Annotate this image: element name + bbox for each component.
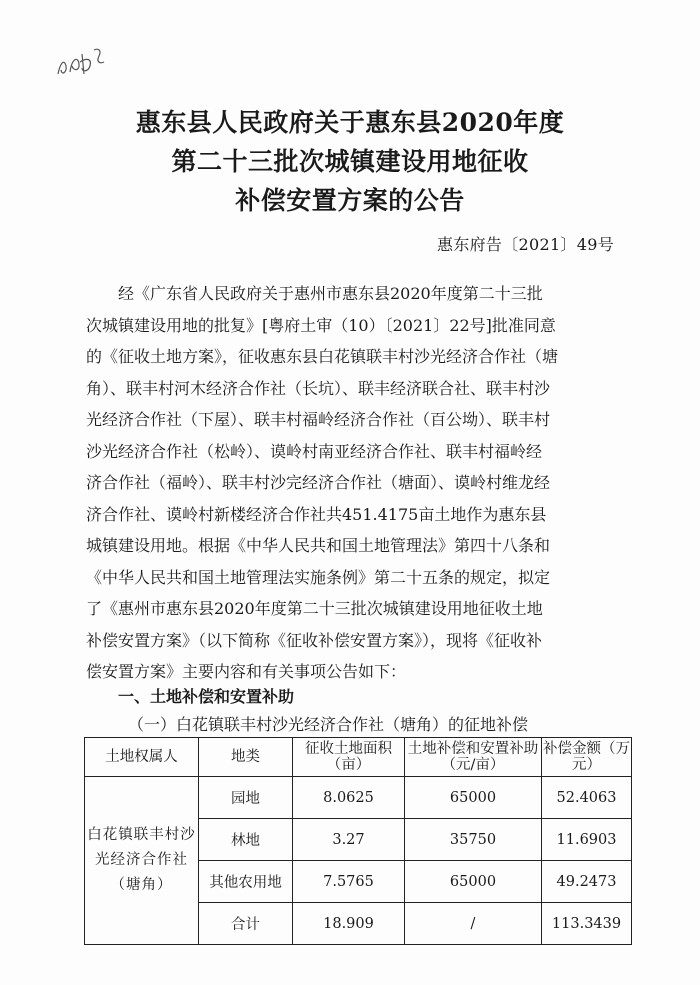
body-line: 沙光经济合作社（松岭）、谟岭村南亚经济合作社、联丰村福岭经 [86,441,543,461]
body-line: 城镇建设用地。根据《中华人民共和国土地管理法》第四十八条和 [86,536,551,555]
subsection-heading: （一）白花镇联丰村沙光经济合作社（塘角）的征地补偿 [128,715,529,734]
body-line: 角）、联丰村河木经济合作社（长坑）、联丰经济联合社、联丰村沙 [86,378,551,398]
section-heading: 一、土地补偿和安置补助 [118,687,295,706]
body-line: 偿安置方案》主要内容和有关事项公告如下： [86,662,407,681]
body-line: 次城镇建设用地的批复》[粤府土审（10）〔2021〕22号]批准同意 [86,315,556,335]
body-line: 补偿安置方案》（以下简称《征收补偿安置方案》），现将《征收补 [86,630,543,650]
notice-title [0,103,700,220]
cell-area: 18.909 [293,903,405,945]
owner-cell: 白花镇联丰村沙光经济合作社（塘角） [85,777,199,945]
table-header-row [85,738,632,777]
header-area: 征收土地面积（亩） [293,738,405,777]
cell-amount: 113.3439 [542,903,632,945]
body-line: 了《惠州市惠东县2020年度第二十三批次城镇建设用地征收土地 [86,599,543,618]
table-row [85,777,632,819]
compensation-table [84,737,632,945]
cell-rate: 65000 [405,777,542,819]
cell-amount: 49.2473 [542,861,632,903]
body-line: 《中华人民共和国土地管理法实施条例》第二十五条的规定，拟定 [86,567,551,587]
cell-land-type: 园地 [199,777,293,819]
body-line: 的《征收土地方案》，征收惠东县白花镇联丰村沙光经济合作社（塘 [86,347,559,366]
handwritten-mark [52,36,112,86]
cell-amount: 11.6903 [542,819,632,861]
body-paragraph [86,278,630,688]
cell-land-type: 林地 [199,819,293,861]
cell-area: 7.5765 [293,861,405,903]
document-number: 惠东府告〔2021〕49号 [437,235,614,254]
title-line-1: 惠东县人民政府关于惠东县2020年度 [135,108,565,137]
cell-area: 3.27 [293,819,405,861]
title-line-2: 第二十三批次城镇建设用地征收 [171,147,529,176]
header-amount: 补偿金额（万元） [542,738,632,777]
header-owner: 土地权属人 [85,738,199,777]
body-line: 济合作社（福岭）、联丰村沙完经济合作社（塘面）、谟岭村维龙经 [86,473,551,492]
cell-rate: 35750 [405,819,542,861]
body-line: 光经济合作社（下屋）、联丰村福岭经济合作社（百公坳）、联丰村 [86,410,551,429]
cell-rate: 65000 [405,861,542,903]
cell-land-type: 其他农用地 [199,861,293,903]
body-line: 济合作社、谟岭村新楼经济合作社共451.4175亩土地作为惠东县 [86,504,547,524]
body-line: 经《广东省人民政府关于惠州市惠东县2020年度第二十三批 [118,284,543,303]
cell-amount: 52.4063 [542,777,632,819]
header-land-type: 地类 [199,738,293,777]
cell-area: 8.0625 [293,777,405,819]
header-rate: 土地补偿和安置补助（元/亩） [405,738,542,777]
title-line-3: 补偿安置方案的公告 [235,186,465,215]
cell-rate: / [405,903,542,945]
cell-land-type: 合计 [199,903,293,945]
